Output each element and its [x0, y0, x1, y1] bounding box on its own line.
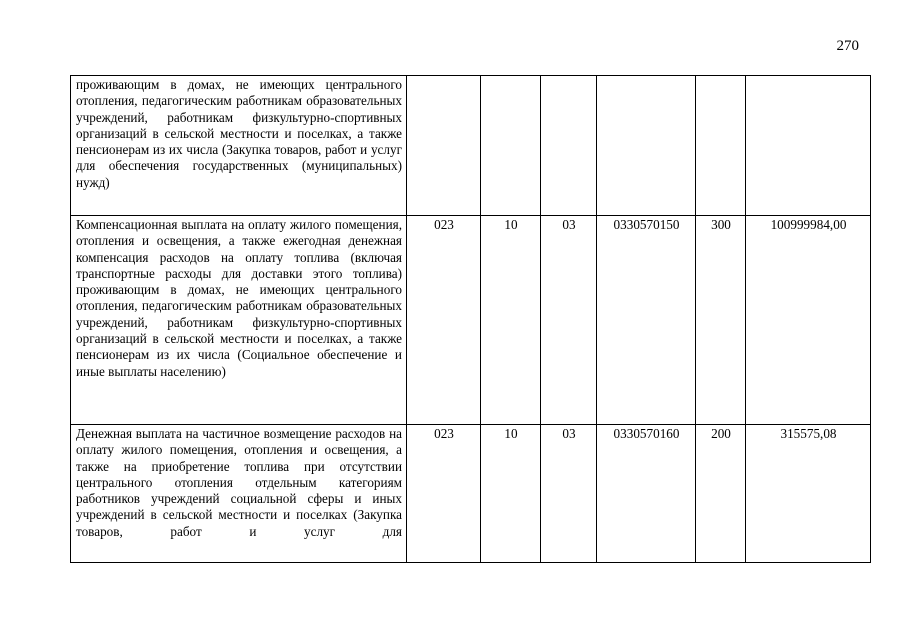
target-article-cell — [597, 76, 696, 216]
subsection-code-cell: 03 — [541, 216, 597, 425]
description-cell: Денежная выплата на частичное возмещение расходов на оплату жилого помещения, отопления и освещения, а также на приобретение топлива при отсутствии центрального отопления отдельным категориям работников учреждений социальной сферы и иных учреждений в сельской местности и поселках (Закупка товаров, работ и услуг для — [71, 425, 407, 563]
expense-type-cell — [696, 76, 746, 216]
expense-type-cell: 300 — [696, 216, 746, 425]
target-article-cell: 0330570150 — [597, 216, 696, 425]
budget-table — [70, 75, 871, 563]
amount-cell: 100999984,00 — [746, 216, 871, 425]
table-row — [71, 216, 871, 425]
ministry-code-cell: 023 — [407, 425, 481, 563]
amount-cell — [746, 76, 871, 216]
subsection-code-cell — [541, 76, 597, 216]
ministry-code-cell: 023 — [407, 216, 481, 425]
expense-type-cell: 200 — [696, 425, 746, 563]
page-number: 270 — [836, 38, 859, 54]
description-cell: Компенсационная выплата на оплату жилого помещения, отопления и освещения, а также ежегодная денежная компенсация расходов на оплату топлива (включая транспортные расходы для доставки этого топлива) проживающим в домах, не имеющих центрального отопления, педагогическим работникам образовательных учреждений, работникам физкультурно-спортивных организаций в сельской местности и поселках, а также пенсионерам из их числа (Социальное обеспечение и иные выплаты населению) — [71, 216, 407, 425]
ministry-code-cell — [407, 76, 481, 216]
section-code-cell — [481, 76, 541, 216]
target-article-cell: 0330570160 — [597, 425, 696, 563]
section-code-cell: 10 — [481, 216, 541, 425]
subsection-code-cell: 03 — [541, 425, 597, 563]
section-code-cell: 10 — [481, 425, 541, 563]
table-row — [71, 425, 871, 563]
description-cell: проживающим в домах, не имеющих центрального отопления, педагогическим работникам образовательных учреждений, работникам физкультурно-спортивных организаций в сельской местности и поселках, а также пенсионерам из их числа (Закупка товаров, работ и услуг для обеспечения государственных (муниципальных) нужд) — [71, 76, 407, 216]
amount-cell: 315575,08 — [746, 425, 871, 563]
table-row — [71, 76, 871, 216]
